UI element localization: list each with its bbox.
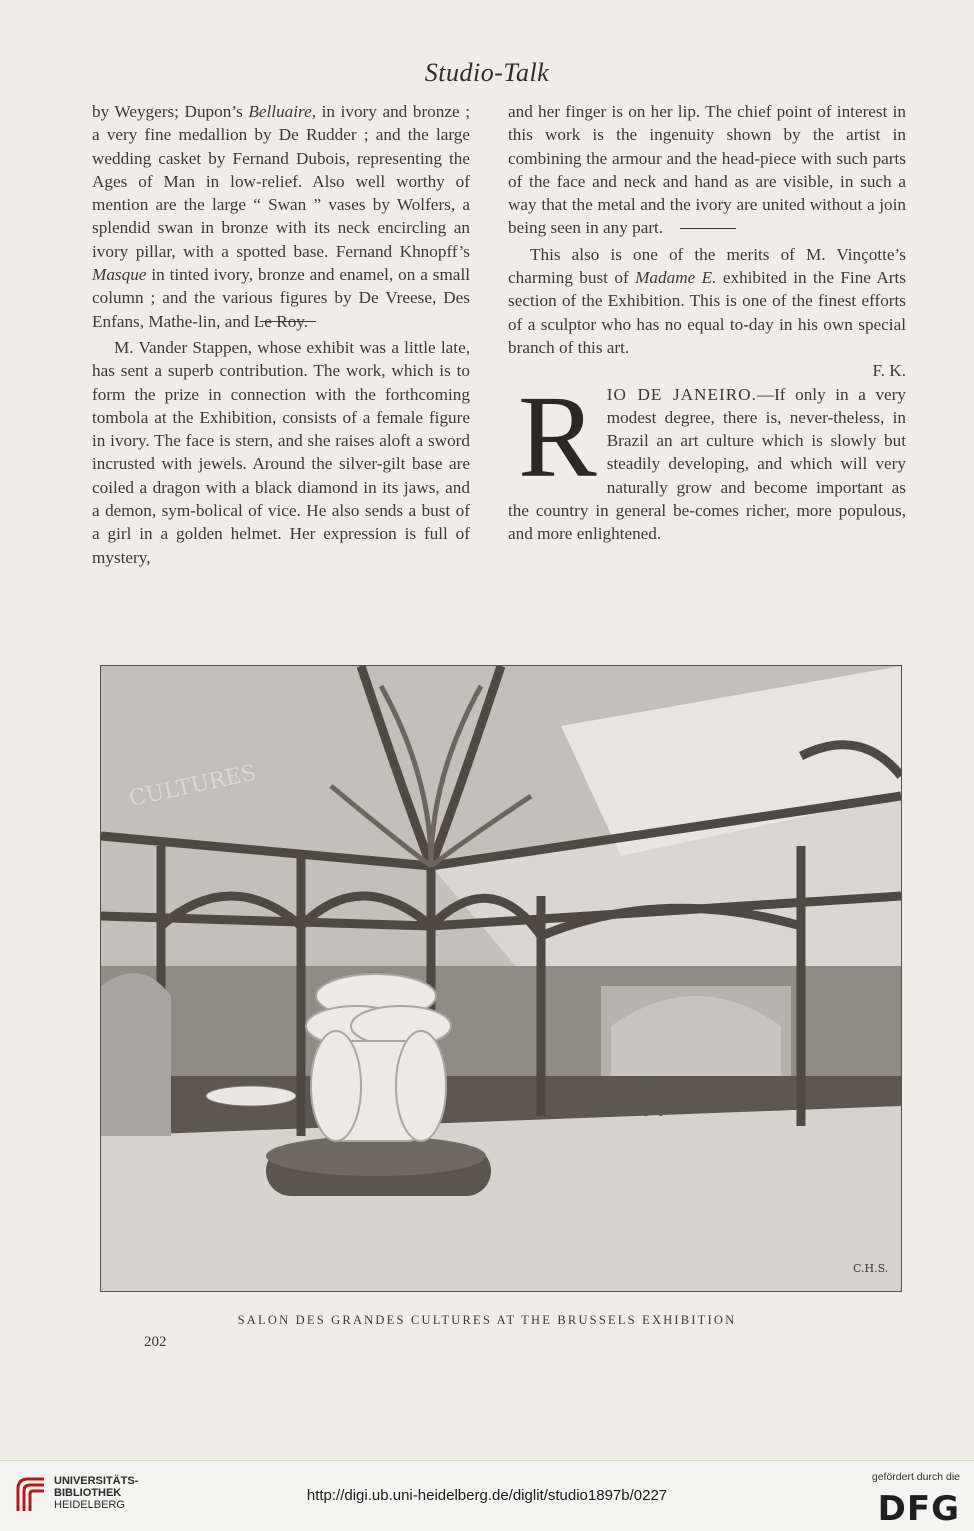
italic-title-masque: Masque (92, 265, 147, 285)
drop-cap: R (518, 370, 597, 502)
exhibition-photograph (100, 665, 902, 1292)
text-run: , in ivory and bronze ; a very fine medallion by De Rudder ; and the large wedding casket by Fernand Dubois, representing the Ages of Man in low-relief. Also well worthy of mention are the large “ Swan ” vases by Wolfers, a splendid swan in bronze with its neck encircling an ivory pillar, with a spotted base. Fernand Khnopff’s (92, 102, 470, 261)
italic-title-madame-e: Madame E. (635, 268, 717, 288)
paragraph-right-1: and her finger is on her lip. The chief point of interest in this work is the ingenuity shown by the artist in combining the armour and the head-piece with such parts of the face and neck and hand as are visible, in such a way that the metal and the ivory are united without a join being seen in any part. (508, 102, 906, 238)
dfg-logo: DFG (877, 1489, 960, 1529)
rio-lead: IO DE JANEIRO. (606, 384, 757, 404)
library-line-3: HEIDELBERG (54, 1499, 125, 1511)
running-title: Studio-Talk (424, 58, 550, 87)
figure-caption: SALON DES GRANDES CULTURES AT THE BRUSSELS EXHIBITION (237, 1313, 737, 1327)
text-run: by Weygers; Dupon’s (92, 102, 249, 121)
text-run: in tinted ivory, bronze and enamel, on a small column ; and the various figures by De Vreese, Des Enfans, Mathe-lin, and Le Roy. (92, 265, 470, 331)
text-run: This also is one of the merits of M. Vinçotte’s charming bust of (508, 244, 906, 288)
paragraph-right-2 (508, 243, 906, 359)
right-column (508, 100, 906, 546)
funder-label: gefördert durch die (871, 1471, 960, 1483)
paragraph-left-1 (92, 100, 470, 333)
section-rule (680, 228, 736, 229)
digitization-footer (0, 1460, 974, 1531)
library-line-1: UNIVERSITÄTS- (54, 1475, 139, 1487)
left-column (92, 100, 470, 569)
photo-illustration (101, 666, 901, 1291)
author-signature: F. K. (872, 361, 906, 381)
text-run: exhibited in the Fine Arts section of the Exhibition. This is one of the finest efforts of a sculptor who has no equal to-day in his own special branch of this art. (508, 268, 906, 357)
paragraph-left-2: M. Vander Stappen, whose exhibit was a little late, has sent a superb contribution. The work, which is to form the prize in connection with the forthcoming tombola at the Exhibition, consists of a female figure in ivory. The face is stern, and she raises aloft a sword incrusted with jewels. Around the silver-gilt base are coiled a dragon with a black diamond in its jaws, and a demon, sym-bolical of vice. He also sends a bust of a girl in a golden helmet. Her expression is full of mystery, (92, 337, 470, 567)
svg-text:CULTURES: CULTURES (127, 760, 259, 812)
text-run: —If only in a very modest degree, there is, never-theless, in Brazil an art culture which is slowly but steadily developing, and which will very naturally grow and become important as the country in general be-comes richer, more populous, and more enlightened. (508, 384, 906, 544)
engraver-mark: C.H.S. (853, 1262, 889, 1275)
section-rule (260, 321, 316, 322)
page-number: 202 (144, 1334, 167, 1350)
italic-title-belluaire: Belluaire (248, 102, 312, 121)
permalink-url[interactable]: http://digi.ub.uni-heidelberg.de/diglit/studio1897b/0227 (306, 1487, 668, 1504)
library-line-2: BIBLIOTHEK (54, 1487, 122, 1499)
